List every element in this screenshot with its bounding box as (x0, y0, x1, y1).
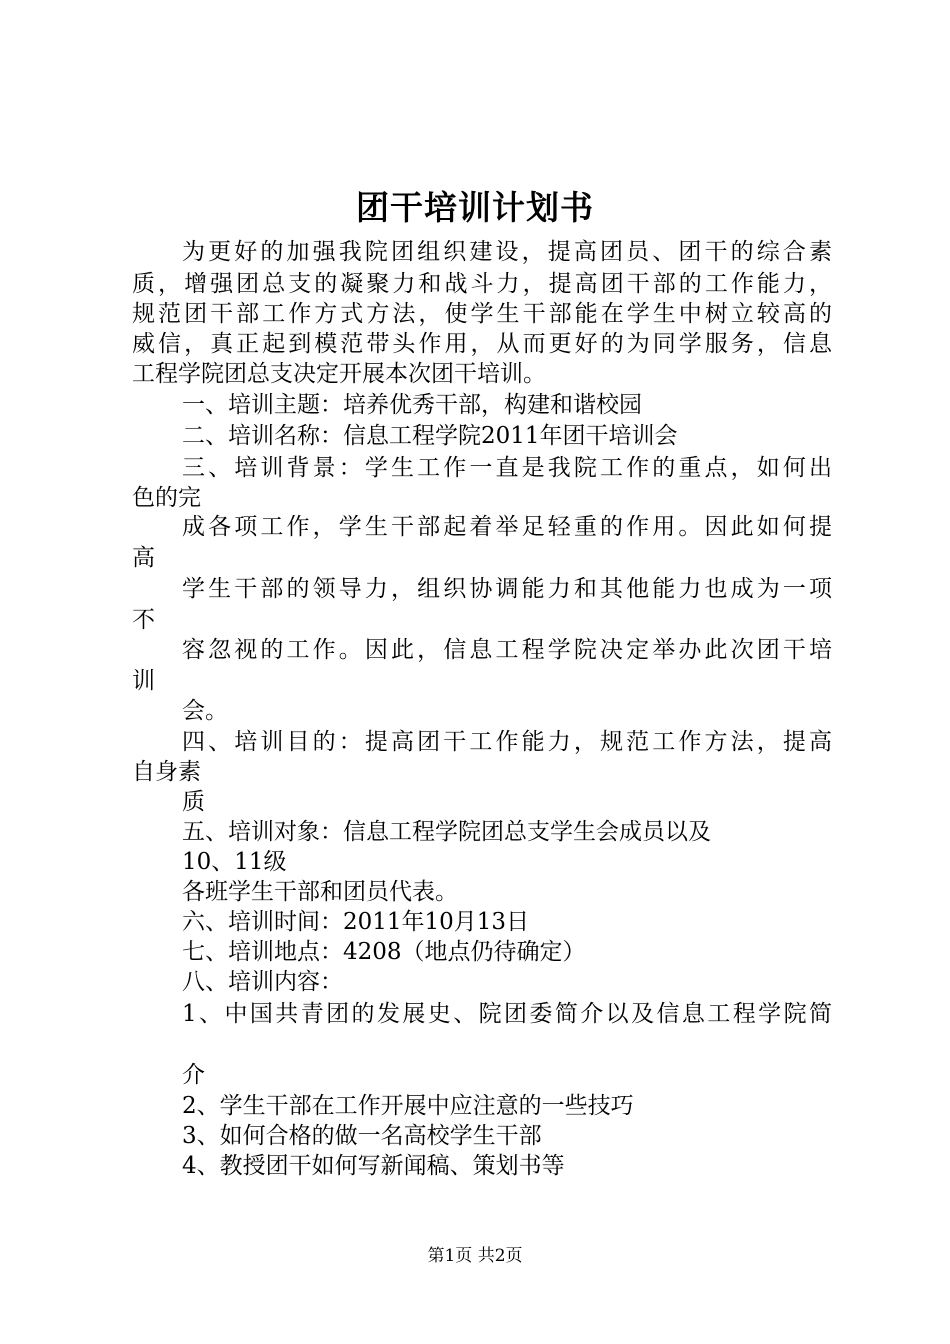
intro-line-2: 质，增强团总支的凝聚力和战斗力，提高团干部的工作能力， (132, 271, 832, 297)
content-item-3: 3、如何合格的做一名高校学生干部 (182, 1123, 542, 1149)
intro-line-3: 规范团干部工作方式方法，使学生干部能在学生中树立较高的 (132, 301, 832, 327)
section-purpose-wrap: 自身素 (132, 759, 201, 785)
section-purpose-wrap-2: 质 (182, 789, 205, 815)
section-theme: 一、培训主题：培养优秀干部，构建和谐校园 (182, 392, 642, 418)
content-item-1: 1、中国共青团的发展史、院团委简介以及信息工程学院简 (182, 1001, 832, 1027)
section-time: 六、培训时间：2011年10月13日 (182, 909, 530, 935)
section-name: 二、培训名称：信息工程学院2011年团干培训会 (182, 423, 678, 449)
background-line-5: 会。 (182, 698, 228, 724)
section-audience: 五、培训对象：信息工程学院团总支学生会成员以及 (182, 819, 711, 845)
content-item-4: 4、教授团干如何写新闻稿、策划书等 (182, 1153, 565, 1179)
section-background-wrap: 色的完 (132, 485, 201, 511)
document-title: 团干培训计划书 (356, 188, 594, 227)
intro-line-5: 工程学院团总支决定开展本次团干培训。 (132, 361, 546, 387)
background-line-4: 容忽视的工作。因此，信息工程学院决定举办此次团干培 (182, 637, 832, 663)
background-line-3: 学生干部的领导力，组织协调能力和其他能力也成为一项 (182, 576, 832, 602)
section-audience-grades: 10、11级 (182, 849, 287, 875)
section-content: 八、培训内容： (182, 969, 343, 995)
section-background: 三、培训背景：学生工作一直是我院工作的重点，如何出 (182, 455, 832, 481)
intro-line-4: 威信，真正起到模范带头作用，从而更好的为同学服务，信息 (132, 331, 832, 357)
background-line-2: 成各项工作，学生干部起着举足轻重的作用。因此如何提 (182, 514, 832, 540)
content-item-2: 2、学生干部在工作开展中应注意的一些技巧 (182, 1093, 634, 1119)
section-audience-wrap: 各班学生干部和团员代表。 (182, 879, 458, 905)
background-line-3-wrap: 不 (132, 607, 155, 633)
content-item-1-wrap: 介 (182, 1062, 205, 1088)
page-footer: 第1页 共2页 (427, 1246, 523, 1266)
section-location: 七、培训地点：4208（地点仍待确定） (182, 939, 586, 965)
background-line-4-wrap: 训 (132, 668, 155, 694)
section-purpose: 四、培训目的：提高团干工作能力，规范工作方法，提高 (182, 729, 832, 755)
intro-line-1: 为更好的加强我院团组织建设，提高团员、团干的综合素 (182, 239, 832, 265)
background-line-2-wrap: 高 (132, 545, 155, 571)
